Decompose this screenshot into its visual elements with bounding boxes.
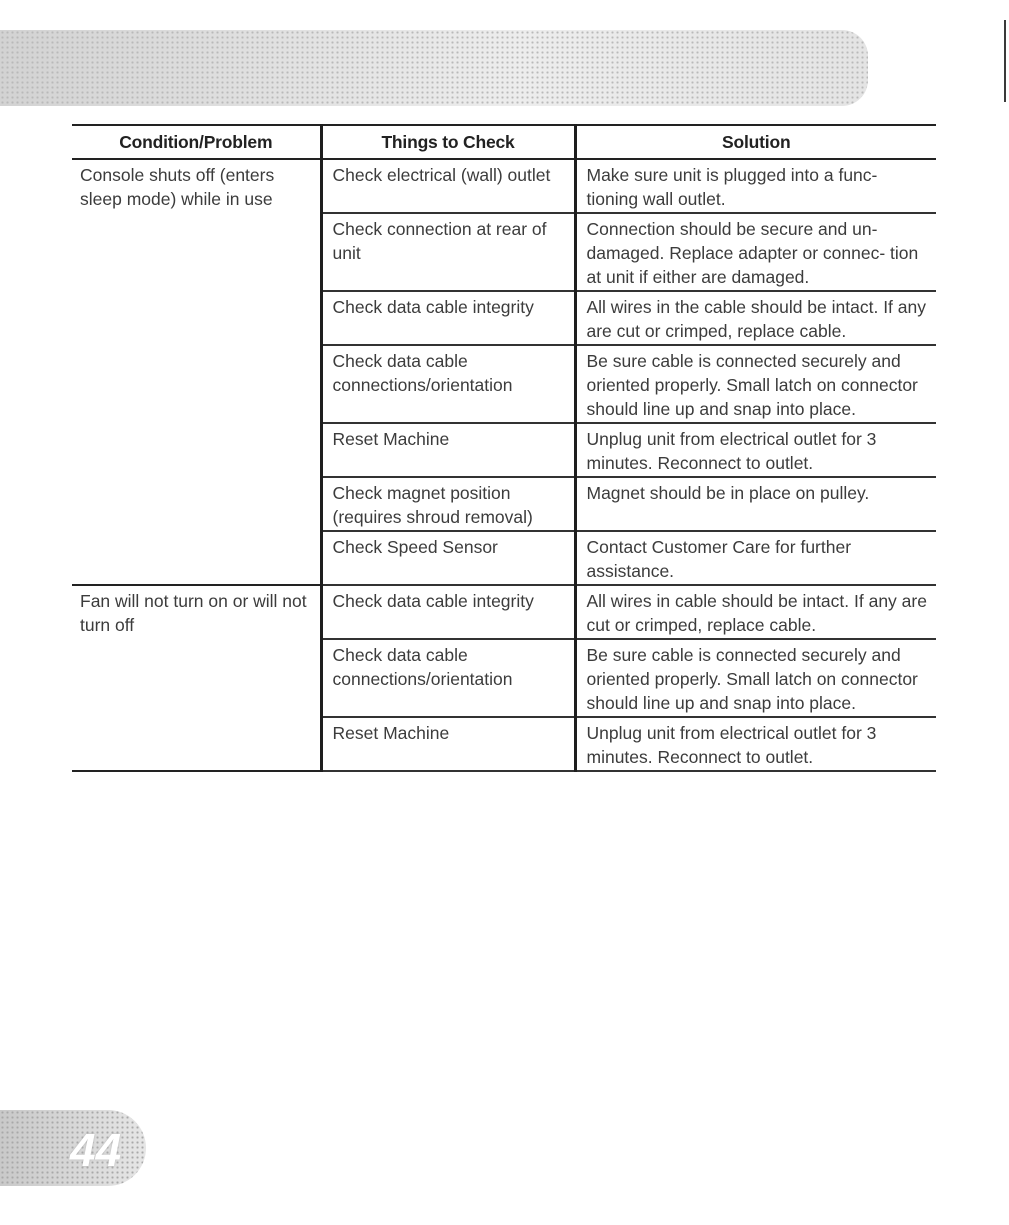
table-row — [72, 159, 936, 213]
table-row — [72, 585, 936, 639]
page-edge-line — [1004, 20, 1006, 102]
solution-cell: Magnet should be in place on pulley. — [575, 477, 936, 531]
condition-cell: Fan will not turn on or will not turn off — [72, 585, 321, 771]
check-cell: Check data cable integrity — [321, 291, 575, 345]
check-cell: Check electrical (wall) outlet — [321, 159, 575, 213]
check-cell: Check data cable connections/orientation — [321, 345, 575, 423]
solution-cell: All wires in cable should be intact. If any are cut or crimped, replace cable. — [575, 585, 936, 639]
header-things-to-check: Things to Check — [321, 125, 575, 159]
check-cell: Check magnet position (requires shroud removal) — [321, 477, 575, 531]
solution-cell: Be sure cable is connected securely and oriented properly. Small latch on connector should line up and snap into place. — [575, 639, 936, 717]
header-banner — [0, 30, 868, 106]
solution-cell: Unplug unit from electrical outlet for 3 minutes. Reconnect to outlet. — [575, 717, 936, 771]
solution-cell: Contact Customer Care for further assistance. — [575, 531, 936, 585]
check-cell: Check data cable connections/orientation — [321, 639, 575, 717]
solution-cell: Connection should be secure and un- damaged. Replace adapter or connec- tion at unit if either are damaged. — [575, 213, 936, 291]
check-cell: Check Speed Sensor — [321, 531, 575, 585]
table-header-row — [72, 125, 936, 159]
header-solution: Solution — [575, 125, 936, 159]
condition-cell: Console shuts off (enters sleep mode) while in use — [72, 159, 321, 585]
solution-cell: Make sure unit is plugged into a func- tioning wall outlet. — [575, 159, 936, 213]
check-cell: Reset Machine — [321, 423, 575, 477]
check-cell: Reset Machine — [321, 717, 575, 771]
solution-cell: Be sure cable is connected securely and oriented properly. Small latch on connector should line up and snap into place. — [575, 345, 936, 423]
solution-cell: All wires in the cable should be intact. If any are cut or crimped, replace cable. — [575, 291, 936, 345]
check-cell: Check data cable integrity — [321, 585, 575, 639]
troubleshooting-table — [72, 124, 936, 772]
solution-cell: Unplug unit from electrical outlet for 3 minutes. Reconnect to outlet. — [575, 423, 936, 477]
page-number: 44 — [70, 1124, 122, 1176]
check-cell: Check connection at rear of unit — [321, 213, 575, 291]
header-condition: Condition/Problem — [72, 125, 321, 159]
